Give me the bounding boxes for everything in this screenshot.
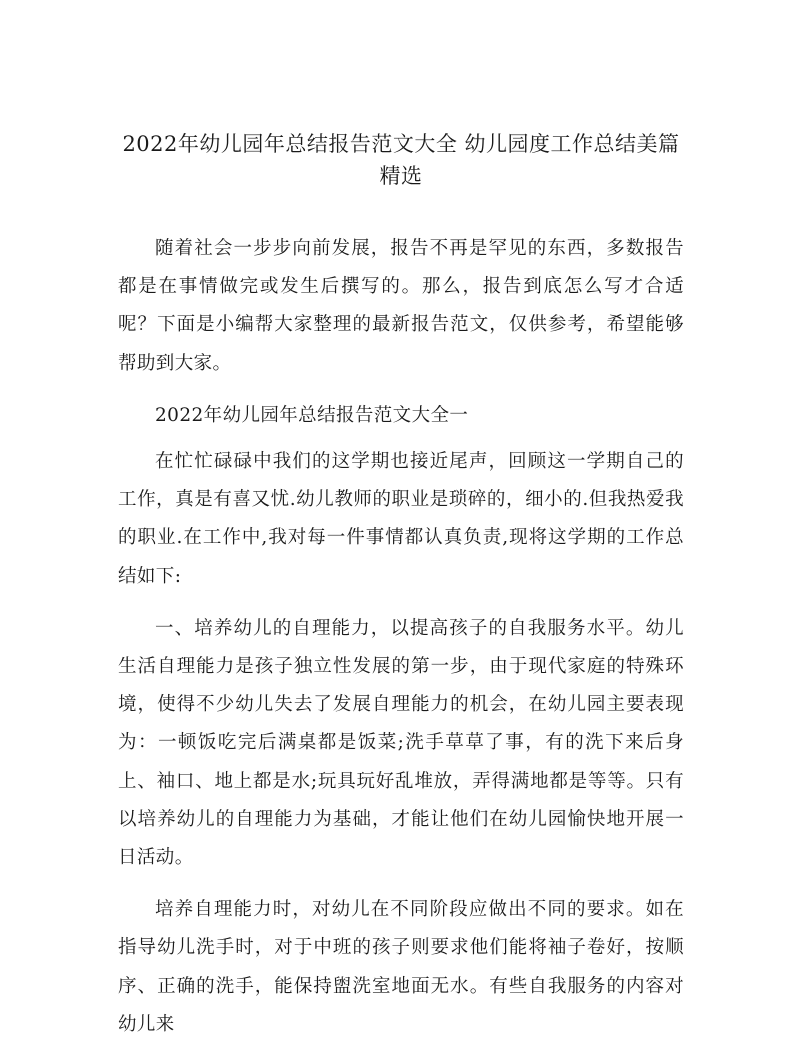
body-paragraph: 一、培养幼儿的自理能力，以提高孩子的自我服务水平。幼儿生活自理能力是孩子独立性发展的第一步，由于现代家庭的特殊环境，使得不少幼儿失去了发展自理能力的机会，在幼儿园主要表现为：一顿饭吃完后满桌都是饭菜;洗手草草了事，有的洗下来后身上、袖口、地上都是水;玩具玩好乱堆放，弄得满地都是等等。只有以培养幼儿的自理能力为基础，才能让他们在幼儿园愉快地开展一日活动。 [118, 617, 684, 869]
document-body [118, 230, 684, 1058]
body-paragraph: 培养自理能力时，对幼儿在不同阶段应做出不同的要求。如在指导幼儿洗手时，对于中班的孩子则要求他们能将袖子卷好，按顺序、正确的洗手，能保持盥洗室地面无水。有些自我服务的内容对幼儿来 [118, 899, 684, 1035]
section-heading: 2022年幼儿园年总结报告范文大全一 [155, 404, 469, 426]
document-title: 2022年幼儿园年总结报告范文大全 幼儿园度工作总结美篇精选 [122, 132, 680, 188]
intro-paragraph: 随着社会一步步向前发展，报告不再是罕见的东西，多数报告都是在事情做完或发生后撰写的。那么，报告到底怎么写才合适呢？下面是小编帮大家整理的最新报告范文，仅供参考，希望能够帮助到大家。 [118, 238, 684, 374]
body-paragraph: 在忙忙碌碌中我们的这学期也接近尾声，回顾这一学期自己的工作，真是有喜又忧.幼儿教师的职业是琐碎的，细小的.但我热爱我的职业.在工作中,我对每一件事情都认真负责,现将这学期的工作总结如下: [118, 451, 684, 587]
